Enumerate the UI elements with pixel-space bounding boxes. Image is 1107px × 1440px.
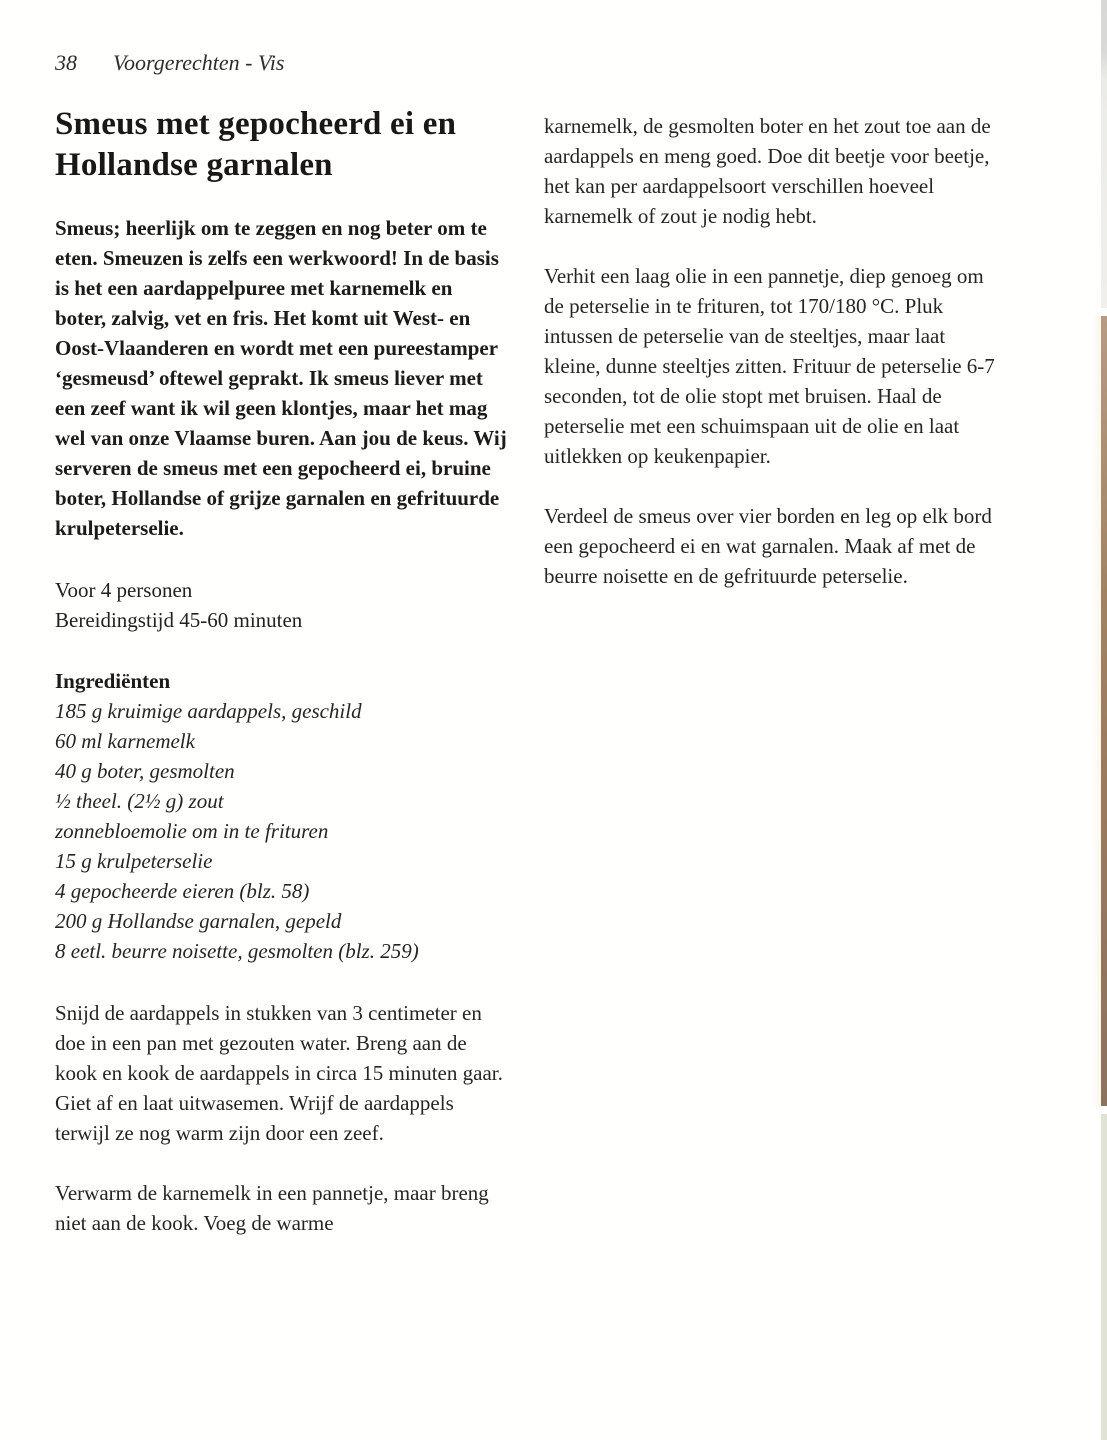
ingredient-item: 185 g kruimige aardappels, geschild (55, 699, 362, 723)
instruction-paragraph: Verhit een laag olie in een pannetje, diep genoeg om de peterselie in te frituren, tot 170/180 °C. Pluk intussen de peterselie van de steeltjes, maar laat kleine, dunne steeltjes zitten. Frituur de peterselie 6-7 seconden, tot de olie stopt met bruisen. Haal de peterselie met een schuimspaan uit de olie en laat uitlekken op keukenpapier. (544, 264, 995, 468)
facing-page-edge-top (1101, 0, 1107, 308)
ingredient-item: ½ theel. (2½ g) zout (55, 789, 224, 813)
ingredient-item: zonnebloemolie om in te frituren (55, 819, 329, 843)
instruction-paragraph: Snijd de aardappels in stukken van 3 centimeter en doe in een pan met gezouten water. Breng aan de kook en kook de aardappels in circa 15 minuten gaar. Giet af en laat uitwasemen. Wrijf de aardappels terwijl ze nog warm zijn door een zeef. (55, 1001, 503, 1145)
facing-page-edge-photo (1101, 316, 1107, 1106)
ingredient-item: 15 g krulpeterselie (55, 849, 213, 873)
facing-page-edge-bottom (1101, 1114, 1107, 1440)
running-head (55, 50, 284, 76)
section-title: Voorgerechten - Vis (113, 50, 285, 75)
ingredient-item: 4 gepocheerde eieren (blz. 58) (55, 879, 310, 903)
page-number: 38 (55, 50, 77, 75)
instruction-paragraph: Verwarm de karnemelk in een pannetje, maar breng niet aan de kook. Voeg de warme (55, 1181, 489, 1235)
instruction-paragraph: karnemelk, de gesmolten boter en het zout toe aan de aardappels en meng goed. Doe dit beetje voor beetje, het kan per aardappelsoort verschillen hoeveel karnemelk of zout je nodig hebt. (544, 114, 991, 228)
servings: Voor 4 personen (55, 578, 193, 602)
left-column (55, 104, 507, 1268)
ingredients-heading: Ingrediënten (55, 669, 171, 693)
ingredient-item: 8 eetl. beurre noisette, gesmolten (blz. 259) (55, 939, 419, 963)
instruction-paragraph: Verdeel de smeus over vier borden en leg op elk bord een gepocheerd ei en wat garnalen. Maak af met de beurre noisette en de gefrituurde peterselie. (544, 504, 992, 588)
recipe-title: Smeus met gepocheerd ei en Hollandse garnalen (55, 106, 457, 183)
recipe-intro: Smeus; heerlijk om te zeggen en nog beter om te eten. Smeuzen is zelfs een werkwoord! In de basis is het een aardappelpuree met karnemelk en boter, zalvig, vet en fris. Het komt uit West- en Oost-Vlaanderen en wordt met een pureestamper ‘gesmeusd’ oftewel geprakt. Ik smeus liever met een zeef want ik wil geen klontjes, maar het mag wel van onze Vlaamse buren. Aan jou de keus. Wij serveren de smeus met een gepocheerd ei, bruine boter, Hollandse of grijze garnalen en gefrituurde krulpeterselie. (55, 216, 507, 540)
ingredient-item: 60 ml karnemelk (55, 729, 195, 753)
ingredient-item: 200 g Hollandse garnalen, gepeld (55, 909, 342, 933)
facing-page-edge (1100, 0, 1107, 1440)
right-column (544, 104, 996, 1268)
ingredient-item: 40 g boter, gesmolten (55, 759, 235, 783)
two-column-text (55, 104, 996, 1268)
ingredients-list (55, 666, 507, 966)
serving-info (55, 575, 507, 635)
prep-time: Bereidingstijd 45-60 minuten (55, 608, 303, 632)
